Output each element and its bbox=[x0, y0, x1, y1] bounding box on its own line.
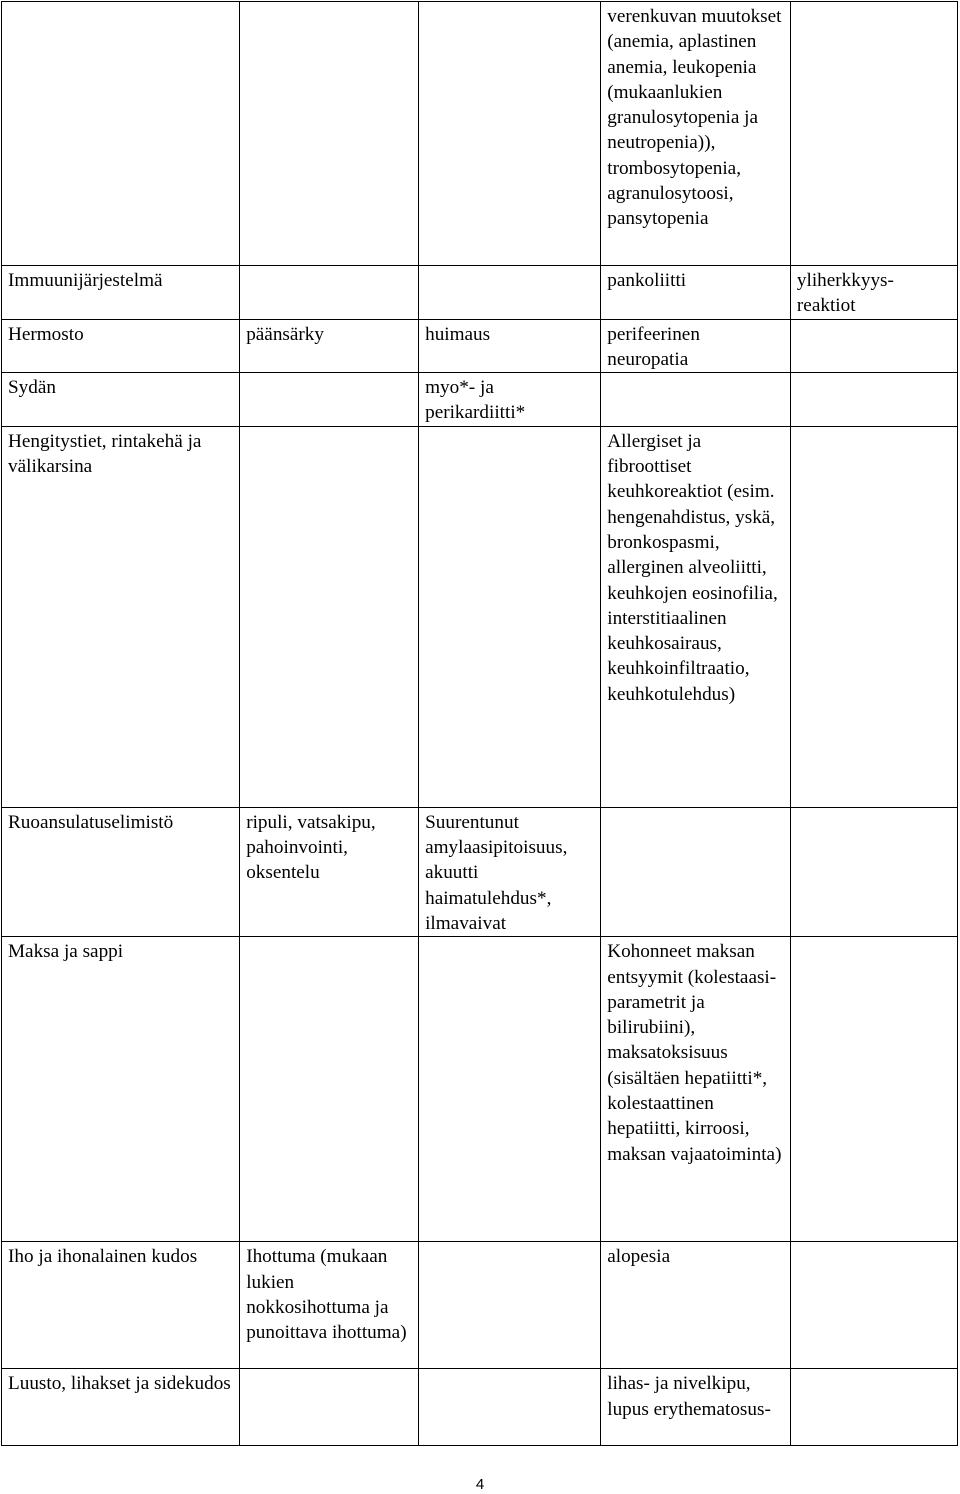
frequency-cell bbox=[790, 319, 957, 373]
frequency-cell bbox=[240, 937, 419, 1242]
frequency-cell: Kohonneet maksan entsyymit (kolestaasi-parametrit ja bilirubiini), maksatoksisuus (sisältäen hepatiitti*, kolestaattinen hepatiitti, kirroosi, maksan vajaatoiminta) bbox=[601, 937, 791, 1242]
adverse-effects-table bbox=[1, 1, 958, 1446]
table-row bbox=[2, 937, 958, 1242]
organ-class-cell: Luusto, lihakset ja sidekudos bbox=[2, 1369, 240, 1446]
frequency-cell bbox=[790, 807, 957, 936]
frequency-cell: pankoliitti bbox=[601, 266, 791, 320]
table-row bbox=[2, 426, 958, 807]
frequency-cell: verenkuvan muutokset (anemia, aplastinen anemia, leukopenia (mukaanlukien granulosytopenia ja neutropenia)), trombosytopenia, agranulosytoosi, pansytopenia bbox=[601, 2, 791, 266]
frequency-cell: ripuli, vatsakipu, pahoinvointi, oksentelu bbox=[240, 807, 419, 936]
page-number: 4 bbox=[475, 1476, 485, 1493]
frequency-cell: yliherkkyys-reaktiot bbox=[790, 266, 957, 320]
frequency-cell: Suurentunut amylaasipitoisuus, akuutti haimatulehdus*, ilmavaivat bbox=[419, 807, 601, 936]
frequency-cell bbox=[601, 373, 791, 427]
organ-class-cell: Immuunijärjestelmä bbox=[2, 266, 240, 320]
frequency-cell: lihas- ja nivelkipu, lupus erythematosus- bbox=[601, 1369, 791, 1446]
organ-class-cell bbox=[2, 2, 240, 266]
frequency-cell bbox=[240, 2, 419, 266]
organ-class-cell: Sydän bbox=[2, 373, 240, 427]
frequency-cell: Allergiset ja fibroottiset keuhkoreaktiot (esim. hengenahdistus, yskä, bronkospasmi, allerginen alveoliitti, keuhkojen eosinofilia, interstitiaalinen keuhkosairaus, keuhkoinfiltraatio, keuhkotulehdus) bbox=[601, 426, 791, 807]
frequency-cell bbox=[240, 1369, 419, 1446]
frequency-cell bbox=[240, 426, 419, 807]
frequency-cell bbox=[790, 426, 957, 807]
frequency-cell bbox=[240, 373, 419, 427]
table-row bbox=[2, 1369, 958, 1446]
table-row bbox=[2, 1242, 958, 1369]
organ-class-cell: Hengitystiet, rintakehä ja välikarsina bbox=[2, 426, 240, 807]
table-row bbox=[2, 2, 958, 266]
frequency-cell bbox=[790, 373, 957, 427]
table-row bbox=[2, 373, 958, 427]
frequency-cell bbox=[419, 1242, 601, 1369]
frequency-cell bbox=[419, 1369, 601, 1446]
frequency-cell bbox=[790, 2, 957, 266]
organ-class-cell: Hermosto bbox=[2, 319, 240, 373]
frequency-cell: myo*- ja perikardiitti* bbox=[419, 373, 601, 427]
frequency-cell: perifeerinen neuropatia bbox=[601, 319, 791, 373]
frequency-cell bbox=[790, 937, 957, 1242]
organ-class-cell: Iho ja ihonalainen kudos bbox=[2, 1242, 240, 1369]
organ-class-cell: Maksa ja sappi bbox=[2, 937, 240, 1242]
frequency-cell: päänsärky bbox=[240, 319, 419, 373]
table-row bbox=[2, 319, 958, 373]
table-row bbox=[2, 266, 958, 320]
frequency-cell bbox=[419, 937, 601, 1242]
table-row bbox=[2, 807, 958, 936]
frequency-cell bbox=[240, 266, 419, 320]
frequency-cell bbox=[419, 266, 601, 320]
frequency-cell: huimaus bbox=[419, 319, 601, 373]
frequency-cell bbox=[419, 426, 601, 807]
organ-class-cell: Ruoansulatuselimistö bbox=[2, 807, 240, 936]
frequency-cell: alopesia bbox=[601, 1242, 791, 1369]
frequency-cell bbox=[790, 1369, 957, 1446]
frequency-cell bbox=[419, 2, 601, 266]
frequency-cell: Ihottuma (mukaan lukien nokkosihottuma ja punoittava ihottuma) bbox=[240, 1242, 419, 1369]
frequency-cell bbox=[601, 807, 791, 936]
frequency-cell bbox=[790, 1242, 957, 1369]
